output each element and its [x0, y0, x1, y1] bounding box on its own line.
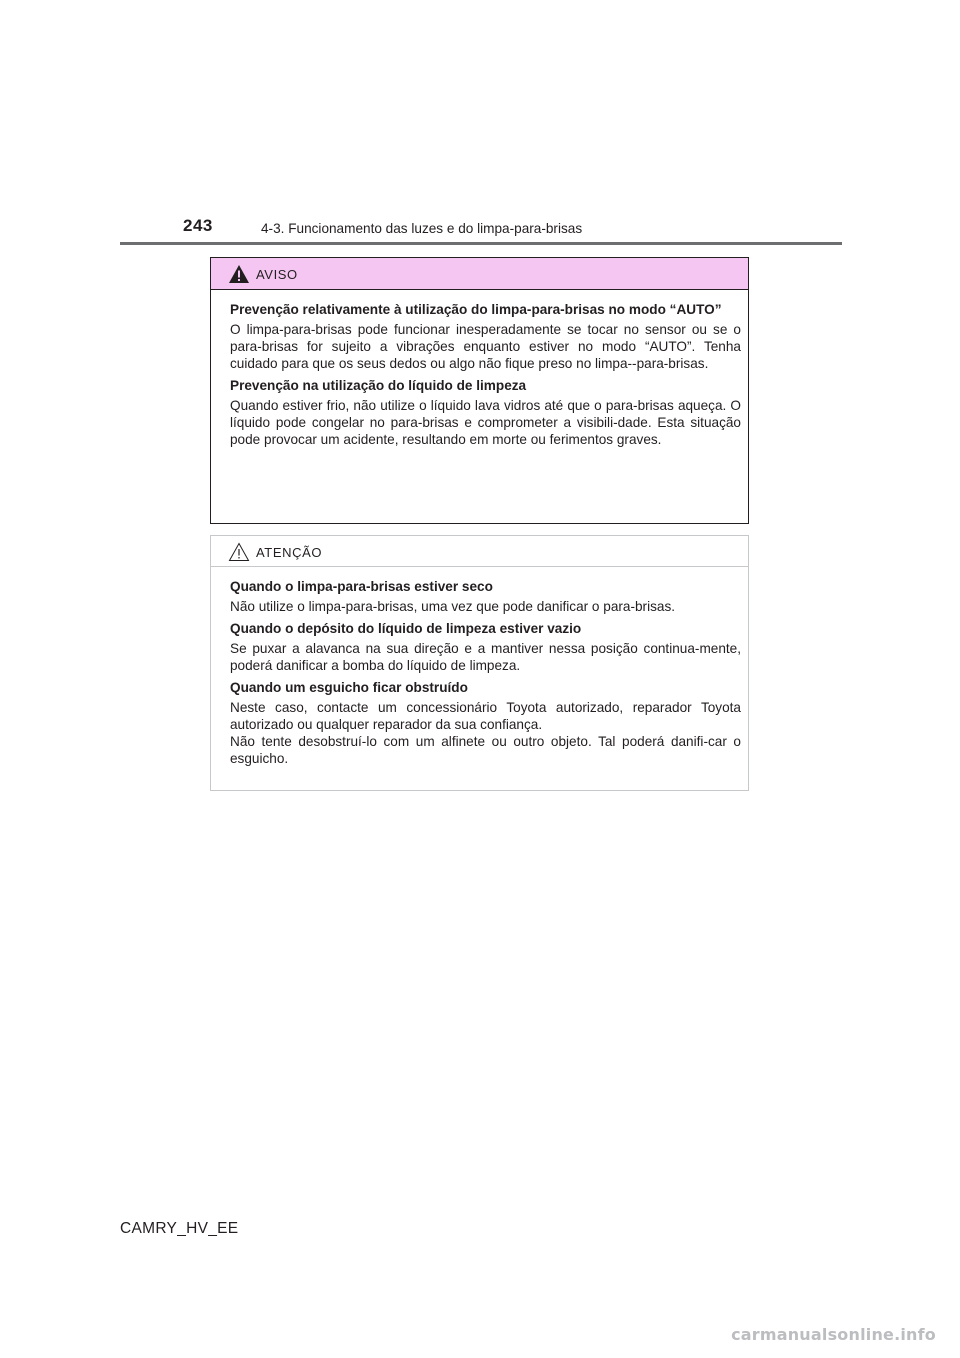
aviso-section-heading: Prevenção relativamente à utilização do limpa-para-brisas no modo “AUTO” — [230, 302, 722, 317]
atencao-section-text: Se puxar a alavanca na sua direção e a mantiver nessa posição continua-mente, poderá danificar a bomba do líquido de limpeza. — [230, 641, 741, 673]
atencao-header — [211, 536, 748, 567]
atencao-body — [211, 567, 748, 767]
atencao-section-text: Neste caso, contacte um concessionário Toyota autorizado, reparador Toyota autorizado ou qualquer reparador da sua confiança. — [230, 700, 741, 732]
header-divider — [120, 242, 842, 245]
atencao-label: ATENÇÃO — [256, 545, 323, 560]
aviso-section-text: Quando estiver frio, não utilize o líquido lava vidros até que o para-brisas aqueça. O líquido pode congelar no para-brisas e comprometer a visibili-dade. Esta situação pode provocar um acidente, resultando em morte ou ferimentos graves. — [230, 398, 741, 447]
document-code: CAMRY_HV_EE — [120, 1220, 239, 1237]
warning-triangle-filled-icon — [228, 264, 250, 284]
aviso-header — [211, 258, 748, 290]
page-number: 243 — [183, 216, 213, 235]
aviso-warning-box — [210, 257, 749, 524]
atencao-section-heading: Quando um esguicho ficar obstruído — [230, 680, 468, 695]
atencao-section-text: Não tente desobstruí-lo com um alfinete ou outro objeto. Tal poderá danifi-car o esguicho. — [230, 734, 741, 766]
atencao-section-heading: Quando o limpa-para-brisas estiver seco — [230, 579, 493, 594]
atencao-section-heading: Quando o depósito do líquido de limpeza estiver vazio — [230, 621, 582, 636]
aviso-section-heading: Prevenção na utilização do líquido de limpeza — [230, 378, 527, 393]
warning-triangle-outline-icon — [228, 542, 250, 562]
aviso-label: AVISO — [256, 267, 298, 282]
atencao-caution-box — [210, 535, 749, 791]
aviso-body — [211, 290, 748, 448]
atencao-section-text: Não utilize o limpa-para-brisas, uma vez que pode danificar o para-brisas. — [230, 599, 676, 614]
section-title: 4-3. Funcionamento das luzes e do limpa-para-brisas — [261, 221, 583, 236]
watermark: carmanualsonline.info — [731, 1325, 936, 1344]
aviso-section-text: O limpa-para-brisas pode funcionar inesperadamente se tocar no sensor ou se o para-brisas for sujeito a vibrações enquanto estiver no modo “AUTO”. Tenha cuidado para que os seus dedos ou algo não fique preso no limpa--para-brisas. — [230, 322, 741, 371]
